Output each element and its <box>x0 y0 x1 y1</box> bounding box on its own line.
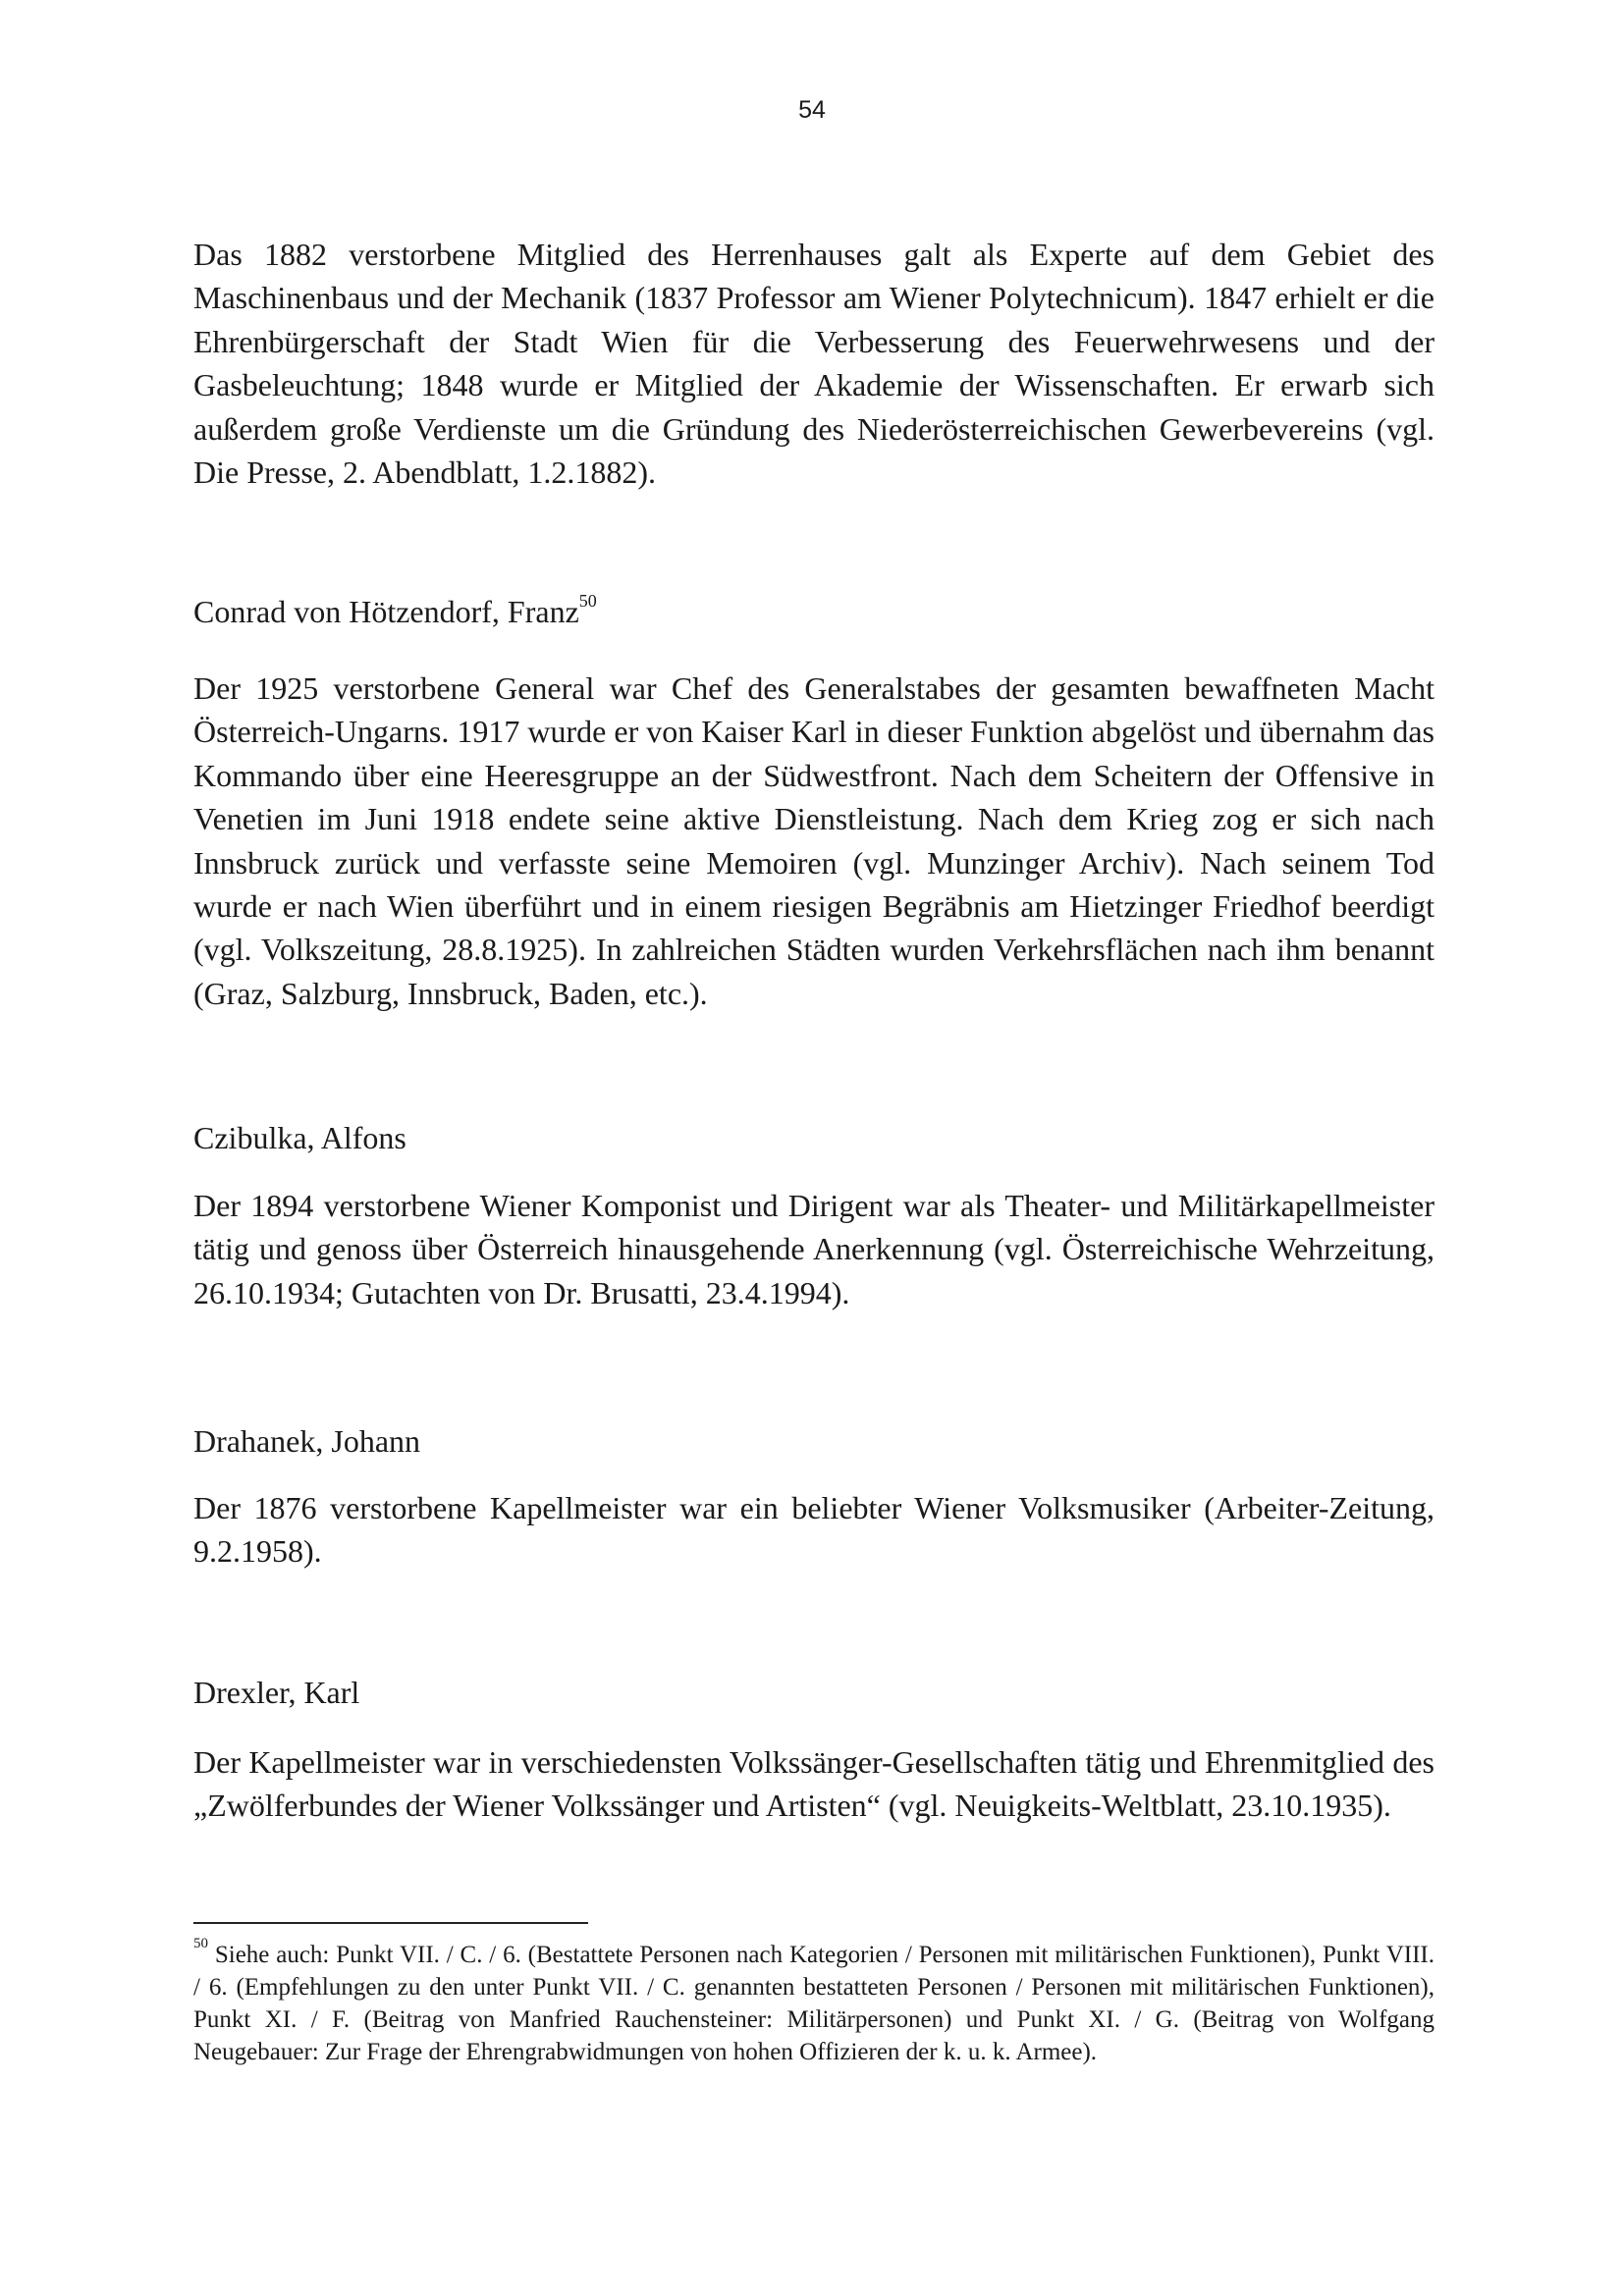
entry-drexler <box>193 1671 1435 1714</box>
entry-name: Czibulka, Alfons <box>193 1120 406 1155</box>
intro-block <box>193 233 1435 494</box>
entry-text: Der 1925 verstorbene General war Chef des Generalstabes der gesamten bewaffneten Macht Österreich-Ungarns. 1917 wurde er von Kaiser Karl in dieser Funktion abgelöst und übernahm das Kommando über eine Heeresgruppe an der Südwestfront. Nach dem Scheitern der Offensive in Venetien im Juni 1918 endete seine aktive Dienstleistung. Nach dem Krieg zog er sich nach Innsbruck zurück und verfasste seine Memoiren (vgl. Munzinger Archiv). Nach seinem Tod wurde er nach Wien überführt und in einem riesigen Begräbnis am Hietzinger Friedhof beerdigt (vgl. Volkszeitung, 28.8.1925). In zahlreichen Städten wurden Verkehrsflächen nach ihm benannt (Graz, Salzburg, Innsbruck, Baden, etc.). <box>193 670 1435 1011</box>
page-number: 54 <box>798 96 826 124</box>
entry-drahanek-body <box>193 1486 1435 1574</box>
entry-text: Der 1876 verstorbene Kapellmeister war ein beliebter Wiener Volksmusiker (Arbeiter-Zeitung, 9.2.1958). <box>193 1490 1435 1570</box>
entry-name: Drexler, Karl <box>193 1675 360 1710</box>
entry-text: Der Kapellmeister war in verschiedensten Volkssänger-Gesellschaften tätig und Ehrenmitglied des „Zwölferbundes der Wiener Volkssänger und Artisten“ (vgl. Neuigkeits-Weltblatt, 23.10.1935). <box>193 1744 1435 1824</box>
entry-conrad <box>193 590 1435 633</box>
entry-name: Conrad von Hötzendorf, Franz <box>193 594 579 629</box>
entry-name: Drahanek, Johann <box>193 1423 421 1459</box>
entry-czibulka-body <box>193 1184 1435 1314</box>
entry-drexler-body <box>193 1740 1435 1828</box>
footnote <box>193 1935 1435 2068</box>
entry-text: Der 1894 verstorbene Wiener Komponist und Dirigent war als Theater- und Militärkapellmeister tätig und genoss über Österreich hinausgehende Anerkennung (vgl. Österreichische Wehrzeitung, 26.10.1934; Gutachten von Dr. Brusatti, 23.4.1994). <box>193 1188 1435 1310</box>
entry-heading <box>193 590 1435 633</box>
footnote-text: Siehe auch: Punkt VII. / C. / 6. (Bestattete Personen nach Kategorien / Personen mit militärischen Funktionen), Punkt VIII. / 6. (Empfehlungen zu den unter Punkt VII. / C. genannten bestatteten Personen / Personen mit militärischen Funktionen), Punkt XI. / F. (Beitrag von Manfried Rauchensteiner: Militärpersonen) und Punkt XI. / G. (Beitrag von Wolfgang Neugebauer: Zur Frage der Ehrengrabwidmungen von hohen Offizieren der k. u. k. Armee). <box>193 1942 1435 2065</box>
entry-drahanek <box>193 1419 1435 1463</box>
paragraph-intro: Das 1882 verstorbene Mitglied des Herrenhauses galt als Experte auf dem Gebiet des Maschinenbaus und der Mechanik (1837 Professor am Wiener Polytechnicum). 1847 erhielt er die Ehrenbürgerschaft der Stadt Wien für die Verbesserung des Feuerwehrwesens und der Gasbeleuchtung; 1848 wurde er Mitglied der Akademie der Wissenschaften. Er erwarb sich außerdem große Verdienste um die Gründung des Niederösterreichischen Gewerbevereins (vgl. Die Presse, 2. Abendblatt, 1.2.1882). <box>193 237 1435 491</box>
entry-czibulka <box>193 1116 1435 1159</box>
footnote-number: 50 <box>193 1935 208 1951</box>
footnote-separator <box>193 1922 588 1924</box>
footnote-reference[interactable]: 50 <box>578 591 597 612</box>
entry-conrad-body <box>193 667 1435 1015</box>
